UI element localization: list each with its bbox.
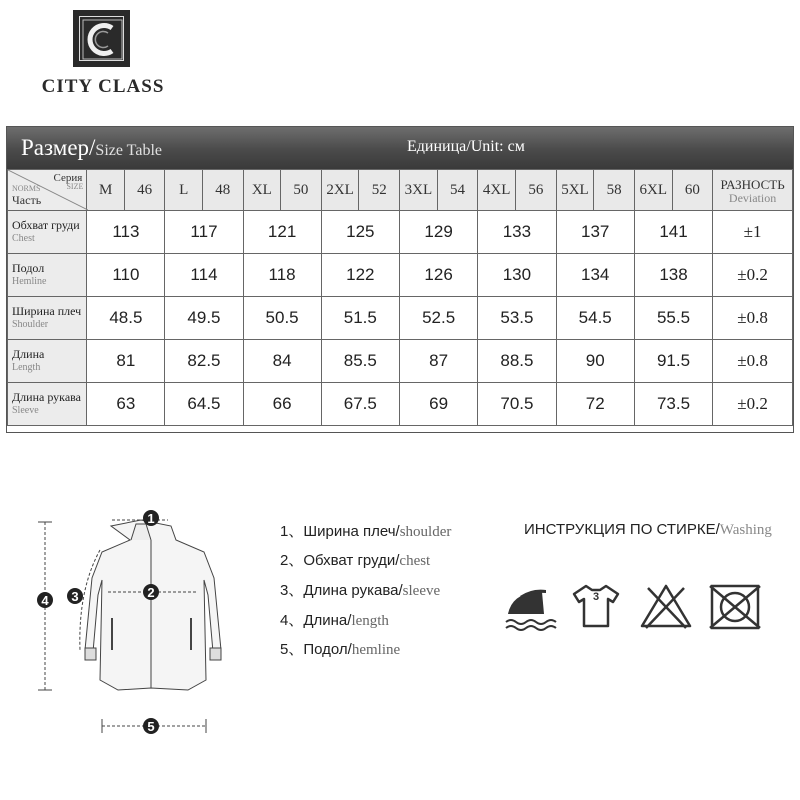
- value-cell: 84: [243, 340, 321, 383]
- row-label-en: Hemline: [12, 276, 47, 287]
- row-label: [8, 211, 87, 254]
- row-label-en: Shoulder: [12, 319, 49, 330]
- svg-text:4: 4: [41, 593, 49, 608]
- size-number: 50: [281, 170, 322, 211]
- value-cell: 122: [321, 254, 399, 297]
- value-cell: 81: [87, 340, 165, 383]
- value-cell: 134: [556, 254, 634, 297]
- value-cell: 130: [478, 254, 556, 297]
- size-number: 60: [672, 170, 713, 211]
- table-row: [8, 383, 793, 426]
- value-cell: 72: [556, 383, 634, 426]
- legend-item-hemline: 5、Подол/hemline: [280, 641, 401, 658]
- value-cell: 117: [165, 211, 243, 254]
- value-cell: 87: [399, 340, 477, 383]
- row-label-ru: Обхват груди: [12, 218, 80, 232]
- value-cell: 125: [321, 211, 399, 254]
- table-row: [8, 254, 793, 297]
- corner-size: SIZE: [66, 182, 84, 191]
- row-label: [8, 254, 87, 297]
- value-cell: 50.5: [243, 297, 321, 340]
- size-label: 4XL: [478, 170, 516, 211]
- size-table: [6, 126, 794, 433]
- legend-item-length: 4、Длина/length: [280, 612, 389, 629]
- table-title-en: Size Table: [95, 142, 162, 159]
- deviation-cell: ±0.2: [713, 254, 793, 297]
- table-row: [8, 297, 793, 340]
- value-cell: 110: [87, 254, 165, 297]
- table-title-ru: Размер/: [21, 135, 96, 160]
- row-label: [8, 383, 87, 426]
- legend-item-sleeve: 3、Длина рукава/sleeve: [280, 582, 441, 599]
- value-cell: 133: [478, 211, 556, 254]
- table-row: [8, 340, 793, 383]
- deviation-cell: ±1: [713, 211, 793, 254]
- table-title: [21, 135, 162, 161]
- deviation-cell: ±0.8: [713, 297, 793, 340]
- row-label-en: Chest: [12, 233, 35, 244]
- size-number: 58: [594, 170, 635, 211]
- corner-norms: NORMS: [12, 184, 41, 193]
- svg-text:3: 3: [71, 589, 79, 604]
- iron-low-icon: [502, 580, 560, 632]
- value-cell: 63: [87, 383, 165, 426]
- size-label: XL: [243, 170, 281, 211]
- value-cell: 67.5: [321, 383, 399, 426]
- row-label-ru: Длина рукава: [12, 390, 81, 404]
- corner-series: Серия: [53, 172, 83, 184]
- value-cell: 70.5: [478, 383, 556, 426]
- row-label: [8, 340, 87, 383]
- value-cell: 54.5: [556, 297, 634, 340]
- deviation-header: [713, 170, 793, 211]
- size-label: 2XL: [321, 170, 359, 211]
- logo-emblem: [79, 16, 124, 61]
- size-label: L: [165, 170, 203, 211]
- size-label: 6XL: [634, 170, 672, 211]
- value-cell: 51.5: [321, 297, 399, 340]
- svg-text:2: 2: [147, 585, 155, 600]
- value-cell: 88.5: [478, 340, 556, 383]
- value-cell: 138: [634, 254, 712, 297]
- value-cell: 121: [243, 211, 321, 254]
- value-cell: 73.5: [634, 383, 712, 426]
- value-cell: 90: [556, 340, 634, 383]
- row-label-ru: Ширина плеч: [12, 304, 82, 318]
- table-header-bar: [7, 127, 793, 169]
- no-bleach-icon: [638, 580, 694, 632]
- size-number: 46: [124, 170, 165, 211]
- row-label: [8, 297, 87, 340]
- table-corner-cell: [8, 170, 87, 211]
- row-label-ru: Длина: [12, 347, 45, 361]
- legend-item-chest: 2、Обхват груди/chest: [280, 552, 431, 569]
- size-label: 3XL: [399, 170, 437, 211]
- brand-name: CITY CLASS: [41, 76, 165, 97]
- row-label-ru: Подол: [12, 261, 45, 275]
- row-label-en: Sleeve: [12, 405, 39, 416]
- value-cell: 114: [165, 254, 243, 297]
- marker-5: [143, 718, 159, 734]
- size-label: M: [87, 170, 125, 211]
- marker-3: [67, 588, 83, 604]
- corner-part: Часть: [12, 193, 42, 207]
- size-header-row: [8, 170, 793, 211]
- deviation-header-en: Deviation: [728, 190, 777, 205]
- hand-wash-shirt-icon: [570, 580, 622, 632]
- value-cell: 66: [243, 383, 321, 426]
- brand-logo: [73, 10, 130, 67]
- row-label-en: Length: [12, 362, 41, 373]
- legend-item-shoulder: 1、Ширина плеч/shoulder: [280, 523, 452, 540]
- size-number: 54: [437, 170, 478, 211]
- no-tumble-dry-icon: [706, 580, 764, 632]
- marker-1: [143, 510, 159, 526]
- size-number: 52: [359, 170, 400, 211]
- value-cell: 55.5: [634, 297, 712, 340]
- marker-2: [143, 584, 159, 600]
- value-cell: 126: [399, 254, 477, 297]
- value-cell: 129: [399, 211, 477, 254]
- value-cell: 118: [243, 254, 321, 297]
- value-cell: 85.5: [321, 340, 399, 383]
- value-cell: 64.5: [165, 383, 243, 426]
- size-number: 56: [516, 170, 557, 211]
- value-cell: 69: [399, 383, 477, 426]
- svg-text:3: 3: [592, 591, 600, 603]
- value-cell: 91.5: [634, 340, 712, 383]
- unit-label: Единица/Unit: см: [407, 138, 525, 155]
- deviation-header-ru: РАЗНОСТЬ: [720, 176, 785, 192]
- value-cell: 53.5: [478, 297, 556, 340]
- value-cell: 113: [87, 211, 165, 254]
- value-cell: 49.5: [165, 297, 243, 340]
- svg-text:1: 1: [147, 511, 155, 526]
- size-grid: [7, 169, 793, 426]
- table-row: [8, 211, 793, 254]
- value-cell: 137: [556, 211, 634, 254]
- deviation-cell: ±0.2: [713, 383, 793, 426]
- value-cell: 52.5: [399, 297, 477, 340]
- jacket-outline: [85, 520, 221, 690]
- value-cell: 48.5: [87, 297, 165, 340]
- value-cell: 82.5: [165, 340, 243, 383]
- jacket-diagram: [28, 500, 258, 750]
- size-number: 48: [202, 170, 243, 211]
- value-cell: 141: [634, 211, 712, 254]
- washing-title: ИНСТРУКЦИЯ ПО СТИРКЕ/Washing: [524, 521, 772, 538]
- deviation-cell: ±0.8: [713, 340, 793, 383]
- svg-text:5: 5: [147, 719, 155, 734]
- size-label: 5XL: [556, 170, 594, 211]
- marker-4: [37, 592, 53, 608]
